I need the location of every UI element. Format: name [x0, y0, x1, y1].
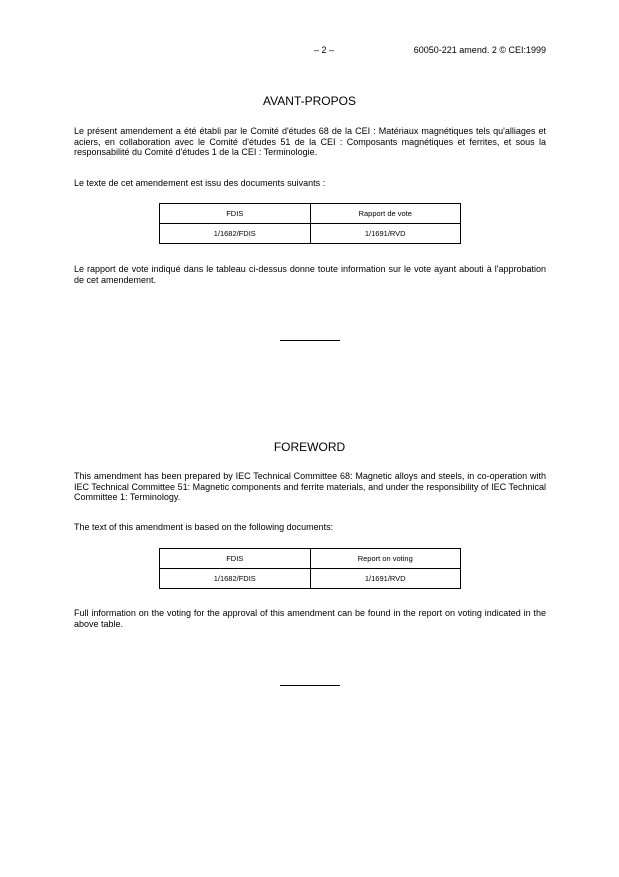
french-section-title: AVANT-PROPOS — [263, 94, 356, 108]
french-documents-table — [159, 203, 461, 244]
french-documents-text: Le texte de cet amendement est issu des documents suivants : — [74, 178, 326, 188]
table-header-cell: FDIS — [160, 549, 311, 569]
english-section-title: FOREWORD — [273, 440, 346, 454]
french-voting-paragraph: Le rapport de vote indiqué dans le tableau ci-dessus donne toute information sur le vote ayant abouti à l'approbation de cet amendement. — [74, 264, 546, 285]
english-voting-paragraph: Full information on the voting for the approval of this amendment can be found in the report on voting indicated in the above table. — [74, 608, 546, 629]
table-header-cell: Report on voting — [310, 549, 461, 569]
section-divider — [280, 340, 340, 341]
table-cell: 1/1691/RVD — [310, 569, 461, 589]
english-documents-table — [159, 548, 461, 589]
english-intro-paragraph: This amendment has been prepared by IEC Technical Committee 68: Magnetic alloys and steels, in co-operation with IEC Technical Committee 51: Magnetic components and ferrite materials, and under the responsibility of IEC Technical Committee 1: Terminology. — [74, 471, 546, 502]
table-cell: 1/1691/RVD — [310, 224, 461, 244]
section-divider — [280, 685, 340, 686]
table-header-row — [160, 549, 461, 569]
document-reference: 60050-221 amend. 2 © CEI:1999 — [413, 45, 546, 55]
page-number: – 2 – — [313, 45, 335, 55]
table-header-cell: Rapport de vote — [310, 204, 461, 224]
english-documents-text: The text of this amendment is based on the following documents: — [74, 522, 334, 532]
table-header-row — [160, 204, 461, 224]
table-row — [160, 224, 461, 244]
table-cell: 1/1682/FDIS — [160, 224, 311, 244]
table-row — [160, 569, 461, 589]
table-cell: 1/1682/FDIS — [160, 569, 311, 589]
table-header-cell: FDIS — [160, 204, 311, 224]
french-intro-paragraph: Le présent amendement a été établi par le Comité d'études 68 de la CEI : Matériaux magnétiques tels qu'alliages et aciers, en collaboration avec le Comité d'études 51 de la CEI : Composants magnétiques et ferrites, et sous la responsabilité du Comité d'études 1 de la CEI : Terminologie. — [74, 126, 546, 157]
